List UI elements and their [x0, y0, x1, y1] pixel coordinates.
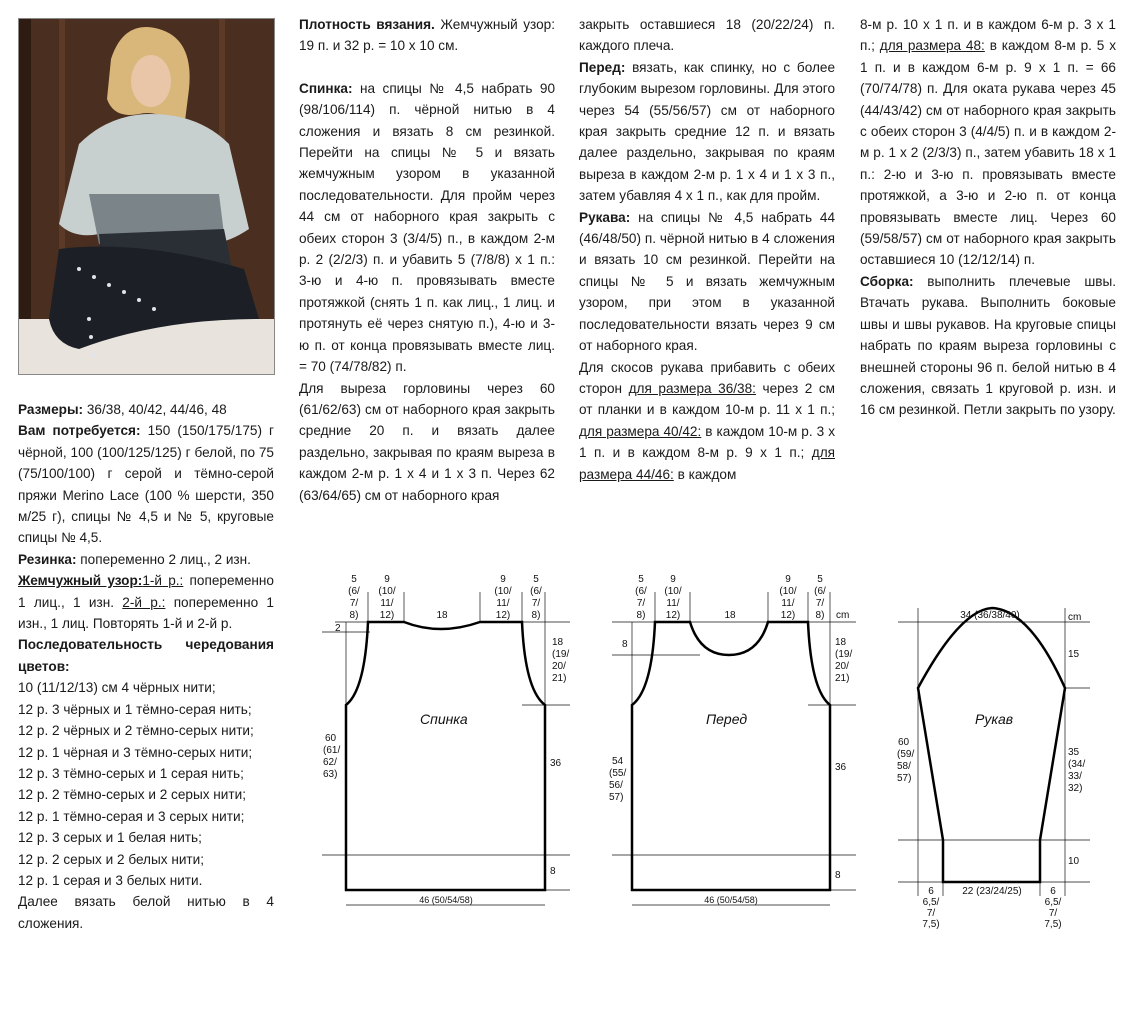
rib-label: Резинка:: [18, 551, 77, 567]
dim-label: 11/: [666, 598, 680, 609]
list-item: 12 р. 1 чёрная и 3 тёмно-серых нити;: [18, 744, 253, 760]
materials-label: Вам потребуется:: [18, 423, 141, 439]
list-item: 12 р. 3 тёмно-серых и 1 серая нить;: [18, 765, 244, 781]
dim-label: 6,5/: [1044, 897, 1062, 908]
dim-label: (10/: [494, 586, 512, 597]
dim-label: 33/: [1068, 771, 1082, 782]
dim-label: 7,5): [922, 919, 940, 930]
list-item: 12 р. 2 тёмно-серых и 2 серых нити;: [18, 787, 247, 803]
sleeve-text: на спицы № 4,5 набрать 44 (46/48/50) п. чёрной нитью в 4 сложения и вязать 10 см резинкой. Перейти на спицы № 5 и вязать жемчужным узором, при этом в указанной последовательности вязать через 9 см от наборного края.: [579, 209, 835, 354]
dim-label: 18: [436, 610, 448, 621]
final-note: Далее вязать белой нитью в 4 сложения.: [18, 894, 274, 931]
neck-paragraph: Для выреза горловины через 60 (61/62/63) см от наборного края закрыть средние 20 п. и вязать далее раздельно, закрывая по краям выреза в каждом 2-м р. 1 х 4 и 1 х 3 п. Через 62 (63/64/65) см от наборного края: [299, 380, 555, 503]
dim-label: 8): [636, 610, 646, 621]
dim-label: 54: [612, 756, 624, 767]
dim-label: 18: [724, 610, 736, 621]
dim-label: (55/: [609, 768, 627, 779]
front-title: Перед: [706, 711, 748, 727]
gauge-text: Жемчужный узор: 19 п. и 32 р. = 10 х 10 см.: [299, 17, 556, 54]
dim-label: 32): [1068, 783, 1083, 794]
dim-label: 7/: [815, 598, 825, 609]
dim-label: 18: [552, 637, 564, 648]
dim-label: 63): [323, 769, 338, 780]
front-text: вязать, как спинку, но с более глубоким вырезом горловины. Для этого через 54 (55/56/57) см от наборного края закрыть средние 12 п. и вязать далее раздельно, закрывая по краям выреза в каждом 2-м р. 1 х 4 и 1 х 3 п., затем убавляя 4 х 1 п., как для пройм.: [579, 59, 836, 204]
sleeve-title: Рукав: [975, 711, 1014, 727]
sizes-label: Размеры:: [18, 402, 84, 417]
list-item: 12 р. 3 чёрных и 1 тёмно-серая нить;: [18, 701, 252, 717]
dim-label: 56/: [609, 780, 623, 791]
unit-label: cm: [1068, 612, 1082, 623]
assembly-label: Сборка:: [860, 273, 914, 289]
dim-label: 57): [897, 773, 912, 784]
sequence-label: Последовательность чередования цветов:: [18, 637, 274, 674]
dim-label: 6,5/: [922, 897, 940, 908]
back-label: Спинка:: [299, 80, 353, 96]
rib-text: попеременно 2 лиц., 2 изн.: [80, 551, 251, 567]
dim-label: (34/: [1068, 759, 1086, 770]
dim-label: 7/: [1048, 908, 1058, 919]
dim-label: 57): [609, 792, 624, 803]
dim-label: 6: [1050, 886, 1056, 897]
dim-label: 9: [670, 574, 676, 585]
dim-label: 12): [665, 610, 681, 621]
pearl-label: Жемчужный узор:: [18, 573, 143, 589]
dim-label: (10/: [779, 586, 797, 597]
size-44-text: в каждом: [677, 466, 737, 482]
dim-label: 7/: [926, 908, 936, 919]
dim-label: 9: [384, 574, 390, 585]
pearl-row2: 2-й р.:: [122, 594, 166, 610]
dim-label: 36: [835, 762, 847, 773]
dim-label: 7/: [636, 598, 646, 609]
dim-label: 60: [898, 737, 910, 748]
dim-label: 35: [1068, 747, 1080, 758]
dim-label: 22 (23/24/25): [962, 886, 1022, 897]
dim-label: 58/: [897, 761, 911, 772]
front-outline: [632, 622, 830, 890]
dim-label: 21): [552, 673, 567, 684]
dim-label: 5: [351, 574, 357, 585]
dim-label: (6/: [348, 586, 360, 597]
dim-label: 60: [325, 733, 337, 744]
dim-label: 11/: [496, 598, 510, 609]
increase-text: Для скосов рукава прибавить с обеих сторон: [579, 359, 835, 396]
dim-label: 9: [500, 574, 506, 585]
back-text: на спицы № 4,5 набрать 90 (98/106/114) п. чёрной нитью в 4 сложения и вязать 8 см резинкой. Перейти на спицы № 5 и вязать жемчужным узором в указанной последовательности. Для пройм через 44 см от наборного края закрыть с обеих сторон 3 (3/4/5) п., в каждом 2-м р. 2 (2/2/3) п. и убавить 5 (7/8/8) х 1 п.: 3-ю и 4-ю п. провязывать вместе протяжкой (снять 1 п. как лиц., 1 лиц. и протянуть её через снятую п.), 4-ю и 3-ю п. от конца провязывать вместе лиц. = 70 (74/78/82) п.: [299, 80, 556, 375]
dim-label: 8): [815, 610, 825, 621]
dim-label: (59/: [897, 749, 915, 760]
dim-label: 46 (50/54/58): [704, 895, 758, 905]
dim-label: 62/: [323, 757, 337, 768]
front-label: Перед:: [579, 59, 626, 75]
dim-label: 12): [379, 610, 395, 621]
dim-label: (19/: [835, 649, 853, 660]
dim-label: 2: [335, 623, 341, 634]
dim-label: 6: [928, 886, 934, 897]
back-title: Спинка: [420, 711, 468, 727]
dim-label: 12): [495, 610, 511, 621]
dim-label: 8: [550, 866, 556, 877]
dim-label: 8: [622, 639, 628, 650]
dim-label: 20/: [835, 661, 849, 672]
size-48-text: в каждом 8-м р. 5 х 1 п. и в каждом 6-м р. 9 х 1 п. = 66 (70/74/78) п. Для оката рукава через 45 (44/43/42) см от наборного края закрыть с обеих сторон 3 (4/4/5) п. и в каждом 2-м р. 1 х 2 (2/3/3) п., затем убавить 18 х 1 п.: 2-ю и 3-ю п. провязывать вместе протяжкой, а 3-ю и 2-ю п. от конца провязывать вместе лиц. Через 60 (59/58/57) см от наборного края закрыть оставшиеся 10 (12/12/14) п.: [860, 38, 1117, 268]
assembly-text: выполнить плечевые швы. Втачать рукава. Выполнить боковые швы и швы рукавов. На круговые спицы набрать по краям выреза горловины с внешней стороны 96 п. белой нитью в 4 сложения, связать 1 круговой р. изн. и 16 см резинкой. Петли закрыть по узору.: [860, 273, 1117, 418]
list-item: 12 р. 2 серых и 2 белых нити;: [18, 851, 205, 867]
dim-label: (6/: [635, 586, 647, 597]
continuation-text: 8-м р. 10 х 1 п. и в каждом 6-м р. 3 х 1 п.;: [860, 17, 1116, 54]
dim-label: 20/: [552, 661, 566, 672]
dim-label: 8: [835, 870, 841, 881]
sleeve-outline: [918, 608, 1065, 882]
dim-label: (19/: [552, 649, 570, 660]
dim-label: 12): [780, 610, 796, 621]
list-item: 12 р. 2 чёрных и 2 тёмно-серых нити;: [18, 723, 254, 739]
pearl-row1-text: попеременно 1 лиц., 1 изн.: [18, 573, 274, 610]
dim-label: 7,5): [1044, 919, 1062, 930]
sizes-text: 36/38, 40/42, 44/46, 48: [86, 402, 227, 417]
size-48-label: для размера 48:: [879, 38, 985, 54]
dim-label: 8): [349, 610, 359, 621]
dim-label: 10: [1068, 856, 1080, 867]
list-item: 10 (11/12/13) см 4 чёрных нити;: [18, 680, 216, 696]
continuation-paragraph: закрыть оставшиеся 18 (20/22/24) п. каждого плеча.: [579, 17, 835, 54]
dim-label: 36: [550, 758, 562, 769]
pearl-row2-text: попеременно 1 изн., 1 лиц. Повторять 1-й и 2-й р.: [18, 594, 274, 632]
size-36-text: через 2 см от планки и в каждом 10-м р. 11 х 1 п.;: [579, 380, 835, 418]
list-item: 12 р. 1 серая и 3 белых нити.: [18, 872, 203, 888]
dim-label: (6/: [530, 586, 542, 597]
dim-label: 46 (50/54/58): [419, 895, 473, 905]
dim-label: 5: [638, 574, 644, 585]
list-item: 12 р. 1 тёмно-серая и 3 серых нити;: [18, 808, 245, 824]
dim-label: (10/: [664, 586, 682, 597]
size-44-label: для размера 44/46:: [579, 445, 835, 482]
dim-label: (61/: [323, 745, 341, 756]
size-40-text: в каждом 10-м р. 3 х 1 п. и в каждом 8-м р. 9 х 1 п.;: [579, 423, 835, 461]
dim-label: 8): [531, 610, 541, 621]
dim-label: 21): [835, 673, 850, 684]
dim-label: 11/: [380, 598, 394, 609]
dim-label: (6/: [814, 586, 826, 597]
dim-label: (10/: [378, 586, 396, 597]
dim-label: 7/: [349, 598, 359, 609]
gauge-label: Плотность вязания.: [299, 17, 435, 32]
dim-label: 5: [817, 574, 823, 585]
sleeve-label: Рукава:: [579, 209, 631, 225]
unit-label: cm: [836, 610, 850, 621]
size-36-label: для размера 36/38:: [628, 380, 756, 396]
dim-label: 11/: [781, 598, 795, 609]
list-item: 12 р. 3 серых и 1 белая нить;: [18, 830, 202, 846]
back-outline: [346, 622, 545, 890]
size-40-label: для размера 40/42:: [579, 423, 702, 439]
dim-label: 9: [785, 574, 791, 585]
dim-label: 15: [1068, 649, 1080, 660]
dim-label: 18: [835, 637, 847, 648]
dim-label: 5: [533, 574, 539, 585]
materials-text: 150 (150/175/175) г чёрной, 100 (100/125/125) г белой, по 75 (75/100/100) г серой и тёмно-серой пряжи Merino Lace (100 % шерсти, 350 м/25 г), спицы № 4,5 и № 5, круговые спицы № 4,5.: [18, 423, 274, 546]
dim-label: 7/: [531, 598, 541, 609]
pearl-row1: 1-й р.:: [142, 573, 184, 589]
dim-label: 34 (36/38/40): [960, 610, 1020, 621]
